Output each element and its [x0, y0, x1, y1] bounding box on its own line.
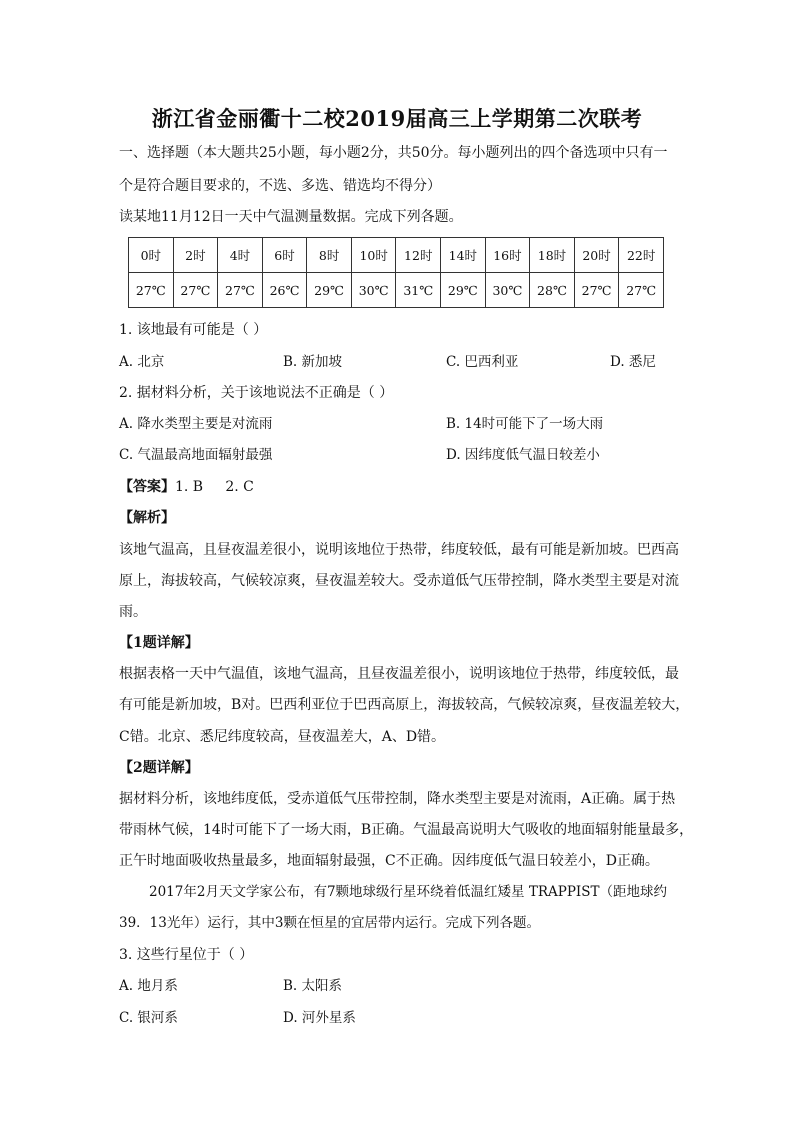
- table-row-hours: [129, 238, 664, 273]
- question-2-option-b: B. 14时可能下了一场大雨: [446, 416, 604, 432]
- table-cell-temp: 27℃: [574, 273, 619, 308]
- table-cell-hour: 6时: [262, 238, 307, 273]
- table-cell-temp: 27℃: [173, 273, 218, 308]
- answer-text: 1. B 2. C: [175, 479, 254, 495]
- table-cell-temp: 30℃: [485, 273, 530, 308]
- table-cell-hour: 0时: [129, 238, 174, 273]
- question-3-option-c: C. 银河系: [119, 1010, 178, 1026]
- passage-2-line1: 2017年2月天文学家公布，有7颗地球级行星环绕着低温红矮星 TRAPPIST（距地球约: [149, 884, 667, 900]
- table-cell-hour: 2时: [173, 238, 218, 273]
- question-2-stem: 2. 据材料分析，关于该地说法不正确是（ ）: [119, 385, 394, 401]
- analysis-line: 雨。: [119, 604, 147, 620]
- section-heading-line2: 个是符合题目要求的，不选、多选、错选均不得分）: [119, 178, 441, 194]
- question-3-option-a: A. 地月系: [119, 978, 178, 994]
- answer-line: [119, 477, 679, 497]
- table-cell-hour: 14时: [441, 238, 486, 273]
- question-3-option-d: D. 河外星系: [283, 1010, 356, 1026]
- table-cell-temp: 31℃: [396, 273, 441, 308]
- table-cell-temp: 27℃: [218, 273, 263, 308]
- table-cell-hour: 10时: [351, 238, 396, 273]
- question-1-option-b: B. 新加坡: [283, 354, 343, 370]
- section-heading-line1: 一、选择题（本大题共25小题，每小题2分，共50分。每小题列出的四个备选项中只有一: [119, 145, 668, 161]
- table-row-temps: [129, 273, 664, 308]
- table-cell-hour: 12时: [396, 238, 441, 273]
- question-3-stem: 3. 这些行星位于（ ）: [119, 947, 254, 963]
- analysis-label: 【解析】: [119, 510, 175, 526]
- table-cell-temp: 29℃: [441, 273, 486, 308]
- table-cell-temp: 26℃: [262, 273, 307, 308]
- detail-2-label: 【2题详解】: [119, 760, 199, 776]
- question-1-stem: 1. 该地最有可能是（ ）: [119, 322, 268, 338]
- passage-2-line2: 39．13光年）运行，其中3颗在恒星的宜居带内运行。完成下列各题。: [119, 915, 540, 931]
- question-2-option-d: D. 因纬度低气温日较差小: [446, 447, 600, 463]
- detail-1-line: 有可能是新加坡，B对。巴西利亚位于巴西高原上，海拔较高，气候较凉爽，昼夜温差较大，: [119, 697, 690, 713]
- answer-label: 【答案】: [119, 479, 175, 495]
- table-cell-hour: 22时: [619, 238, 664, 273]
- table-cell-temp: 30℃: [351, 273, 396, 308]
- temperature-table: [128, 237, 664, 308]
- table-cell-hour: 18时: [530, 238, 575, 273]
- question-3-option-b: B. 太阳系: [283, 978, 343, 994]
- question-1-option-c: C. 巴西利亚: [446, 354, 519, 370]
- detail-1-label: 【1题详解】: [119, 635, 199, 651]
- table-cell-temp: 29℃: [307, 273, 352, 308]
- question-1-option-a: A. 北京: [119, 354, 165, 370]
- analysis-line: 该地气温高，且昼夜温差很小，说明该地位于热带，纬度较低，最有可能是新加坡。巴西高: [119, 542, 679, 558]
- detail-1-line: C错。北京、悉尼纬度较高，昼夜温差大，A、D错。: [119, 729, 446, 745]
- detail-2-line: 正午时地面吸收热量最多，地面辐射最强，C不正确。因纬度低气温日较差小，D正确。: [119, 853, 659, 869]
- table-cell-hour: 20时: [574, 238, 619, 273]
- table-cell-temp: 27℃: [619, 273, 664, 308]
- question-1-option-d: D. 悉尼: [610, 354, 656, 370]
- question-2-option-c: C. 气温最高地面辐射最强: [119, 447, 273, 463]
- detail-2-line: 据材料分析，该地纬度低，受赤道低气压带控制，降水类型主要是对流雨，A正确。属于热: [119, 791, 676, 807]
- table-cell-hour: 8时: [307, 238, 352, 273]
- detail-2-line: 带雨林气候，14时可能下了一场大雨，B正确。气温最高说明大气吸收的地面辐射能量最多，: [119, 822, 694, 838]
- intro-text: 读某地11月12日一天中气温测量数据。完成下列各题。: [119, 209, 463, 225]
- table-cell-hour: 4时: [218, 238, 263, 273]
- document-title: 浙江省金丽衢十二校2019届高三上学期第二次联考: [151, 106, 643, 131]
- detail-1-line: 根据表格一天中气温值，该地气温高，且昼夜温差很小，说明该地位于热带，纬度较低，最: [119, 666, 679, 682]
- table-cell-temp: 27℃: [129, 273, 174, 308]
- table-cell-hour: 16时: [485, 238, 530, 273]
- analysis-line: 原上，海拔较高，气候较凉爽，昼夜温差较大。受赤道低气压带控制，降水类型主要是对流: [119, 573, 679, 589]
- question-2-option-a: A. 降水类型主要是对流雨: [119, 416, 273, 432]
- table-cell-temp: 28℃: [530, 273, 575, 308]
